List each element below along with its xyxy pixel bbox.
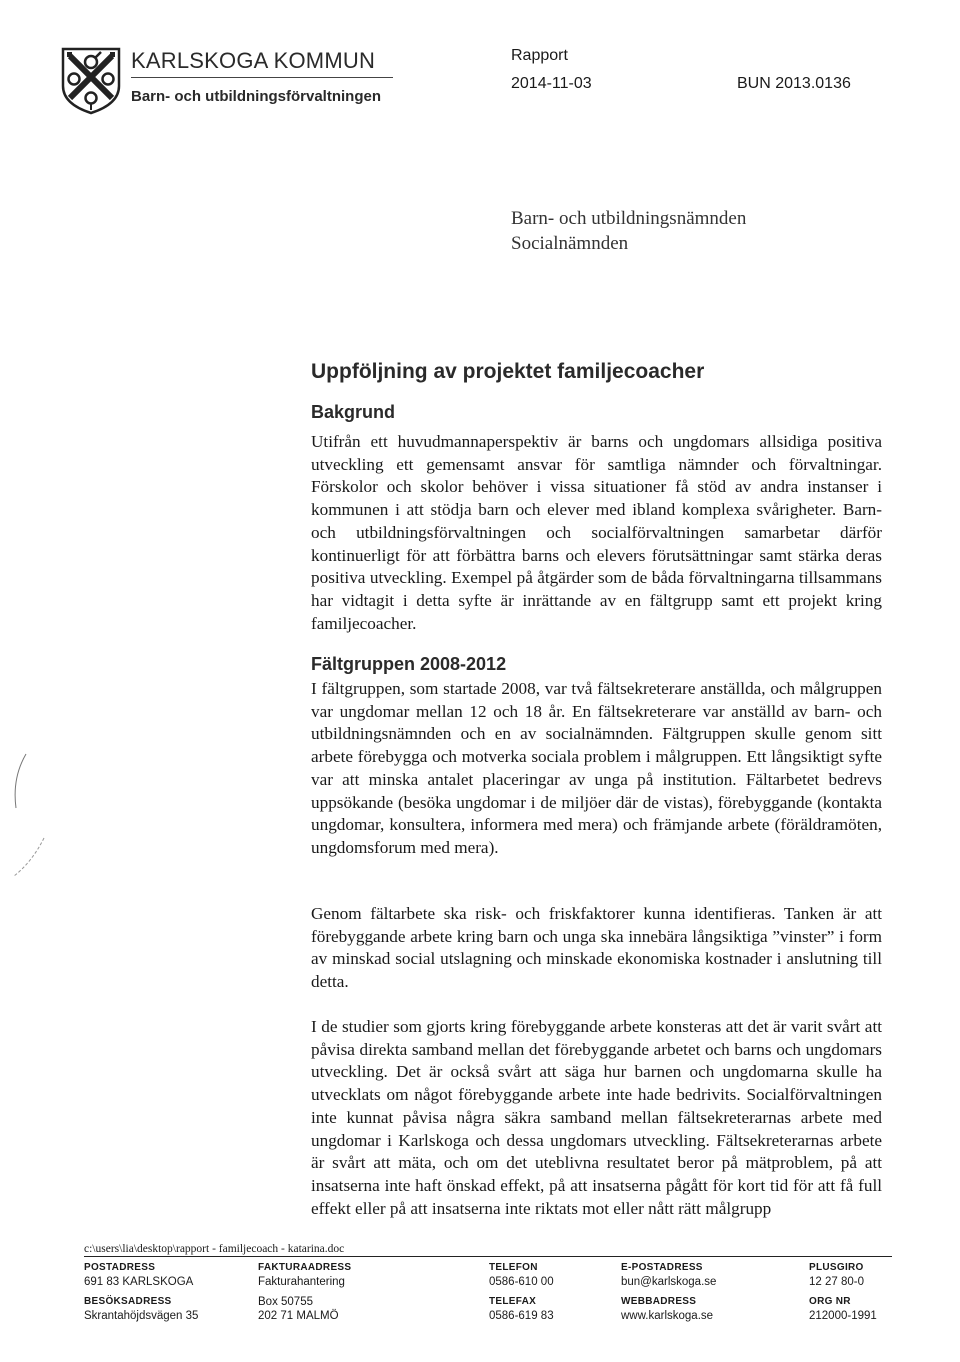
recipient-line: Barn- och utbildningsnämnden: [511, 208, 747, 229]
footer-besoksadress: [84, 1295, 198, 1323]
footer-value: 0586-619 83: [489, 1310, 554, 1322]
recipient-line: Socialnämnden: [511, 233, 629, 254]
document-date: 2014-11-03: [511, 75, 592, 92]
footer-label: POSTADRESS: [84, 1262, 156, 1273]
footer-value: Skrantahöjdsvägen 35: [84, 1310, 199, 1322]
organization-name: KARLSKOGA KOMMUN: [131, 48, 376, 73]
footer-orgnr: [809, 1295, 877, 1323]
footer-email-link[interactable]: bun@karlskoga.se: [621, 1276, 717, 1288]
section-heading-faltgruppen: Fältgruppen 2008-2012: [311, 654, 507, 674]
paragraph-faltgruppen-3: I de studier som gjorts kring förebyggande arbete konsteras att det är varit svårt att påvisa direkta samband mellan det förebyggande arbetet och barns och ungdomars utveckling. Det är också svårt att säga hur barnen och ungdomarna skulle ha utvecklats om något förebyggande arbete inte hade bedrivits. Socialförvaltningen inte kunnat påvisa några säkra samband mellan fältsekreterarnas arbete med ungdomar i Karlskoga och dessa ungdomars utveckling. Fältsekreterarnas arbete är svårt att mäta, och om det uteblivna resultatet beror på mätproblem, på att insatserna inte haft önskad effekt, på att insatserna pågått för kort tid för att få full effekt eller på att insatserna inte riktats mot eller nått rätt målgrupp: [311, 1017, 882, 1218]
footer-telefon: [489, 1261, 554, 1289]
footer-fakturaadress: [258, 1261, 351, 1323]
footer-value: 212000-1991: [809, 1310, 877, 1322]
footer-label: E-POSTADRESS: [621, 1262, 703, 1273]
margin-pen-marks: [10, 750, 50, 890]
recipient-block: [511, 206, 746, 256]
footer-value: Fakturahantering: [258, 1276, 345, 1288]
paragraph-faltgruppen-2: Genom fältarbete ska risk- och friskfaktorer kunna identifieras. Tanken är att förebyggande arbete kring barn och unga ska innebära långsiktiga ”vinster” i form av minskad social utslagning och minskade ekonomiska kostnader i anslutning till detta.: [311, 904, 882, 992]
footer-webb: [621, 1295, 713, 1323]
footer-web-link[interactable]: www.karlskoga.se: [621, 1310, 714, 1322]
footer-label: TELEFON: [489, 1262, 538, 1273]
paragraph-faltgruppen-1: I fältgruppen, som startade 2008, var två fältsekreterare anställda, och målgruppen var ungdomar mellan 12 och 18 år. En fältsekreterare var anställd av barn- och utbildningsnämnden och en av socialnämnden. Fältgruppen skulle genom sitt arbete förebygga och motverka sociala problem i målgruppen. Ett långsiktigt syfte var att minska antalet placeringar av unga på institution. Fältarbetet bedrevs uppsökande (besöka ungdomar i de miljöer där de vistas), förebyggande (kontakta ungdomar, konsultera, informera med mera) och främjande arbete (föräldramöten, ungdomsforum med mera).: [311, 679, 882, 857]
footer-value: 12 27 80-0: [809, 1276, 864, 1288]
document-reference: BUN 2013.0136: [737, 75, 851, 92]
footer-value: 691 83 KARLSKOGA: [84, 1276, 194, 1288]
paragraph-bakgrund: Utifrån ett huvudmannaperspektiv är barns och ungdomars allsidiga positiva utveckling ett gemensamt ansvar för samtliga nämnder och förvaltningar. Förskolor och skolor behöver i vissa situationer få stöd av andra instanser i kommunen i att stödja barn och elever med ibland komplexa svårigheter. Barn- och utbildningsförvaltningen och socialförvaltningen samarbetar därför kontinuerligt för att förbättra barns och elevers förutsättningar samt stärka deras positiva utveckling. Exempel på åtgärder som de båda förvaltningarna tillsammans har vidtagit i detta syfte är inrättande av en fältgrupp samt ett projekt kring familjecoacher.: [311, 432, 882, 633]
section-heading-bakgrund: Bakgrund: [311, 402, 396, 422]
footer-value: 0586-610 00: [489, 1276, 554, 1288]
footer-telefax: [489, 1295, 554, 1323]
footer-label: FAKTURAADRESS: [258, 1262, 352, 1273]
header-divider: [131, 77, 393, 78]
file-path: c:\users\lia\desktop\rapport - familjecoach - katarina.doc: [84, 1243, 345, 1255]
footer-plusgiro: [809, 1261, 864, 1289]
footer-label: PLUSGIRO: [809, 1262, 864, 1273]
footer-label: WEBBADRESS: [621, 1296, 697, 1307]
municipality-crest-logo: [60, 46, 122, 116]
footer-value: Box 50755: [258, 1296, 313, 1308]
footer-value: 202 71 MALMÖ: [258, 1310, 339, 1322]
footer-epost: [621, 1261, 716, 1289]
document-type: Rapport: [511, 47, 568, 64]
document-title: Uppföljning av projektet familjecoacher: [311, 360, 705, 383]
organization-department: Barn- och utbildningsförvaltningen: [131, 88, 381, 105]
footer-label: ORG NR: [809, 1296, 851, 1307]
footer-postadress: [84, 1261, 193, 1289]
footer-label: BESÖKSADRESS: [84, 1296, 172, 1307]
footer-divider: [84, 1256, 892, 1257]
footer-label: TELEFAX: [489, 1296, 537, 1307]
